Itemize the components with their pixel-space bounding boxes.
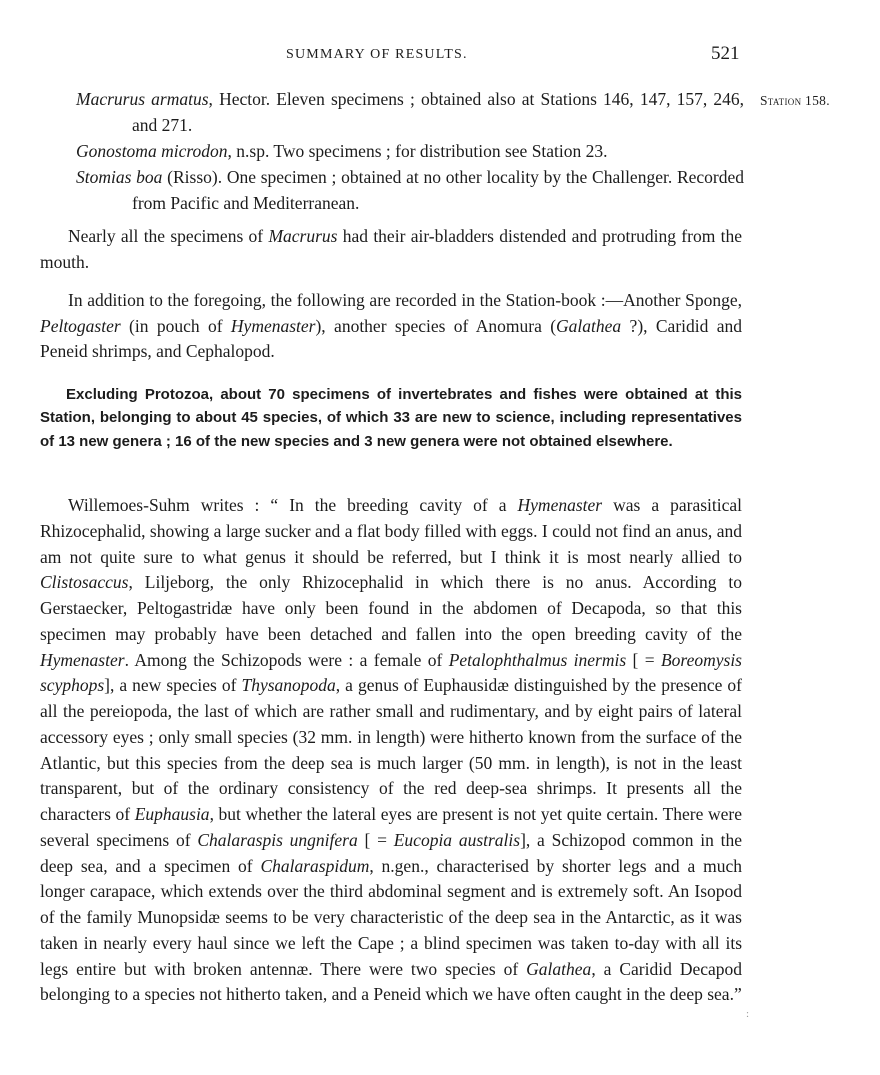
species-details: , n.sp. Two specimens ; for distribution see Station 23.: [227, 141, 608, 161]
species-name: Macrurus armatus: [76, 89, 209, 109]
species-details: , Hector. Eleven specimens ; obtained also at Stations 146, 147, 157, 246, and 271.: [132, 89, 744, 135]
page-number: 521: [711, 43, 740, 64]
paragraph-macrurus-air-bladders: Nearly all the specimens of Macrurus had their air-bladders distended and protruding from the mouth.: [40, 226, 742, 272]
paragraph-station-book: In addition to the foregoing, the following are recorded in the Station-book :—Another Sponge, Peltogaster (in pouch of Hymenaster), another species of Anomura (Galathea ?), Caridid and Peneid shrimps, and Cephalopod.: [40, 290, 742, 362]
station-margin-note: Station 158.: [760, 93, 830, 108]
paragraph-station-summary: Excluding Protozoa, about 70 specimens of invertebrates and fishes were obtained at this Station, belonging to about 45 species, of which 33 are new to science, including representatives of 13 new genera ; 16 of the new species and 3 new genera were not obtained elsewhere.: [40, 386, 742, 450]
species-entry-stomias-boa: [76, 164, 744, 216]
species-entry-macrurus-armatus: [76, 86, 744, 138]
species-name: Gonostoma microdon: [76, 141, 228, 161]
print-speck: :: [746, 1008, 750, 1020]
running-head: [0, 43, 880, 71]
species-entry-gonostoma-microdon: [76, 138, 744, 164]
species-list: [76, 86, 744, 216]
paragraph-willemoes-suhm-quote: Willemoes-Suhm writes : “ In the breeding cavity of a Hymenaster was a parasitical Rhizocephalid, showing a large sucker and a flat body filled with eggs. I could not find an anus, and am not quite sure to what genus it should be referred, but I think it is most nearly allied to Clistosaccus, Liljeborg, the only Rhizocephalid in which there is no anus. According to Gerstaecker, Peltogastridæ have only been found in the abdomen of Decapoda, so that this specimen may probably have been detached and fallen into the open breeding cavity of the Hymenaster. Among the Schizopods were : a female of Petalophthalmus inermis [ = Boreomysis scyphops], a new species of Thysanopoda, a genus of Euphausidæ distinguished by the presence of all the pereiopoda, the last of which are rather small and rudimentary, and by eight pairs of lateral accessory eyes ; only small species (32 mm. in length) were hitherto known from the surface of the Atlantic, but this species from the deep sea is much larger (50 mm. in length), is not in the least transparent, but of the ordinary consistency of the red deep-sea shrimps. It presents all the characters of Euphausia, but whether the lateral eyes are present is not yet quite certain. There were several specimens of Chalaraspis ungnifera [ = Eucopia australis], a Schizopod common in the deep sea, and a specimen of Chalaraspidum, n.gen., characterised by shorter legs and a much longer carapace, which extends over the third abdominal segment and is extremely soft. An Isopod of the family Munopsidæ seems to be very characteristic of the deep sea in the Antarctic, as it was taken in nearly every haul since we left the Cape ; a blind specimen was taken to-day with all its legs entire but with broken antennæ. There were two species of Galathea, a Caridid Decapod belonging to a species not hitherto taken, and a Peneid which we have often caught in the deep sea.”: [40, 495, 743, 1005]
species-name: Stomias boa: [76, 167, 163, 187]
running-title: SUMMARY OF RESULTS.: [286, 47, 468, 62]
species-details: (Risso). One specimen ; obtained at no other locality by the Challenger. Recorded from Pacific and Mediterranean.: [132, 167, 744, 213]
